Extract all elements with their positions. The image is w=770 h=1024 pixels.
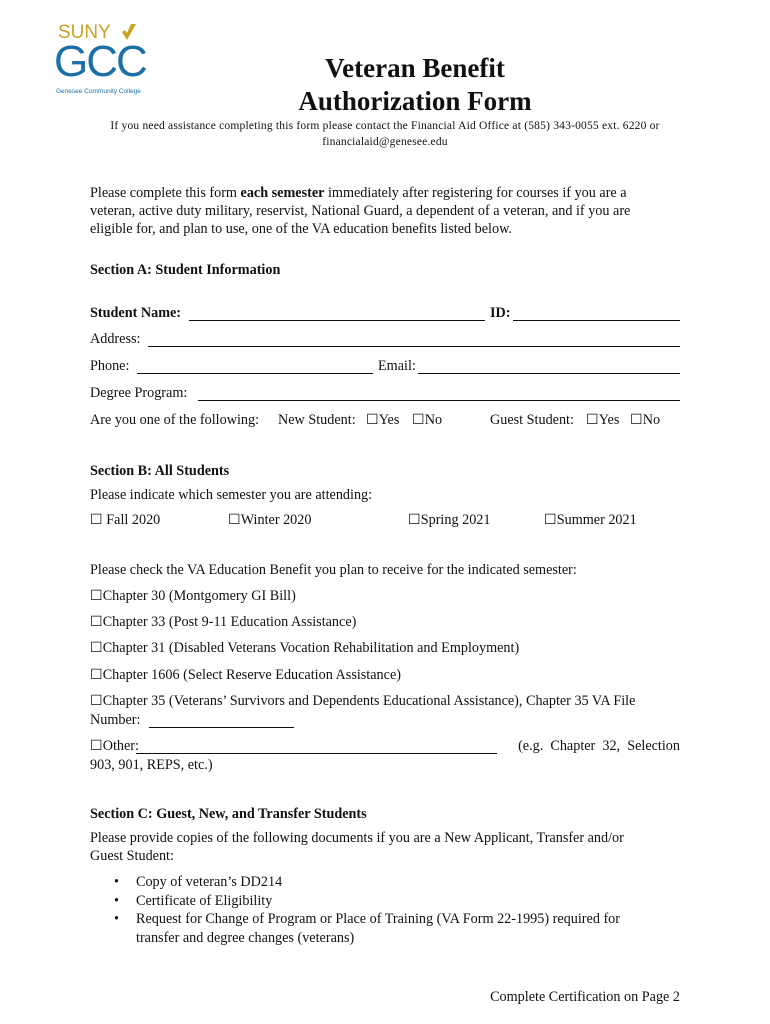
student-name-label: Student Name: [90, 305, 182, 321]
list-item: • Request for Change of Program or Place of Training (VA Form 22-1995) required for [112, 910, 620, 929]
id-field[interactable] [513, 320, 680, 321]
degree-program-label: Degree Program: [90, 385, 188, 401]
id-label: ID: [490, 305, 511, 321]
contact-line-1: If you need assistance completing this form please contact the Financial Aid Office at (585) 343-0055 ext. 6220 or [110, 120, 660, 132]
intro-text-b: immediately after registering for courses if you are a [324, 185, 627, 201]
title-line-2: Authorization Form [298, 86, 532, 116]
address-label: Address: [90, 331, 141, 347]
benefit-chapter-31-checkbox[interactable]: ☐Chapter 31 (Disabled Veterans Vocation Rehabilitation and Employment) [90, 640, 520, 656]
semester-fall-2020-checkbox[interactable]: ☐ Fall 2020 [90, 512, 161, 528]
phone-field[interactable] [137, 373, 373, 374]
benefit-chapter-30-checkbox[interactable]: ☐Chapter 30 (Montgomery GI Bill) [90, 588, 296, 604]
benefit-other-field[interactable] [136, 753, 497, 754]
chapter-35-file-number-field[interactable] [149, 727, 294, 728]
contact-info [60, 118, 710, 150]
section-c-prompt [90, 829, 690, 865]
student-type-question: Are you one of the following: [90, 412, 260, 428]
intro-text-a: Please complete this form [90, 185, 241, 201]
section-b-heading: Section B: All Students [90, 463, 230, 479]
required-documents-list [112, 873, 620, 947]
degree-program-field[interactable] [198, 400, 680, 401]
address-field[interactable] [148, 346, 680, 347]
page-footer-note: Complete Certification on Page 2 [490, 989, 680, 1005]
intro-emphasis: each semester [240, 185, 325, 201]
guest-student-yes-checkbox[interactable]: ☐Yes [586, 412, 620, 428]
new-student-no-checkbox[interactable]: ☐No [412, 412, 443, 428]
student-name-field[interactable] [189, 320, 485, 321]
section-a-heading: Section A: Student Information [90, 262, 281, 278]
contact-line-2: financialaid@genesee.edu [322, 136, 448, 148]
new-student-label: New Student: [278, 412, 356, 428]
benefit-chapter-35-checkbox[interactable]: ☐Chapter 35 (Veterans’ Survivors and Dependents Educational Assistance), Chapter 35 VA File [90, 693, 636, 709]
intro-line-1 [90, 184, 690, 202]
email-field[interactable] [418, 373, 680, 374]
benefit-chapter-33-checkbox[interactable]: ☐Chapter 33 (Post 9-11 Education Assistance) [90, 614, 357, 630]
phone-label: Phone: [90, 358, 130, 374]
chapter-35-file-number-label: Number: [90, 712, 141, 728]
list-item: • Copy of veteran’s DD214 [112, 873, 620, 892]
intro-line-3: eligible for, and plan to use, one of the VA education benefits listed below. [90, 221, 512, 237]
section-c-heading: Section C: Guest, New, and Transfer Students [90, 806, 367, 822]
benefit-other-checkbox[interactable]: ☐Other: [90, 738, 139, 754]
section-c-prompt-line-1: Please provide copies of the following documents if you are a New Applicant, Transfer and/or [90, 830, 624, 846]
logo-gcc-text: GCC [54, 37, 146, 86]
other-hint-line-2: 903, 901, REPS, etc.) [90, 757, 213, 773]
intro-paragraph [90, 184, 690, 238]
guest-student-no-checkbox[interactable]: ☐No [630, 412, 661, 428]
logo-suny-text: SUNY [58, 22, 111, 43]
form-title [240, 52, 590, 118]
other-hint-line-1: (e.g. Chapter 32, Selection [518, 738, 680, 754]
semester-winter-2020-checkbox[interactable]: ☐Winter 2020 [228, 512, 312, 528]
semester-spring-2021-checkbox[interactable]: ☐Spring 2021 [408, 512, 491, 528]
list-item: • Certificate of Eligibility [112, 892, 620, 911]
section-c-prompt-line-2: Guest Student: [90, 848, 174, 864]
email-label: Email: [378, 358, 416, 374]
new-student-yes-checkbox[interactable]: ☐Yes [366, 412, 400, 428]
benefit-chapter-1606-checkbox[interactable]: ☐Chapter 1606 (Select Reserve Education Assistance) [90, 667, 401, 683]
semester-prompt: Please indicate which semester you are attending: [90, 487, 373, 503]
benefit-prompt: Please check the VA Education Benefit you plan to receive for the indicated semester: [90, 562, 577, 578]
semester-summer-2021-checkbox[interactable]: ☐Summer 2021 [544, 512, 637, 528]
title-line-1: Veteran Benefit [325, 53, 505, 83]
logo-college-name: Genesee Community College [56, 88, 141, 95]
college-logo [54, 22, 150, 98]
guest-student-label: Guest Student: [490, 412, 574, 428]
list-item-continuation: transfer and degree changes (veterans) [136, 929, 355, 946]
intro-line-2: veteran, active duty military, reservist, National Guard, a dependent of a veteran, and if you are [90, 203, 631, 219]
